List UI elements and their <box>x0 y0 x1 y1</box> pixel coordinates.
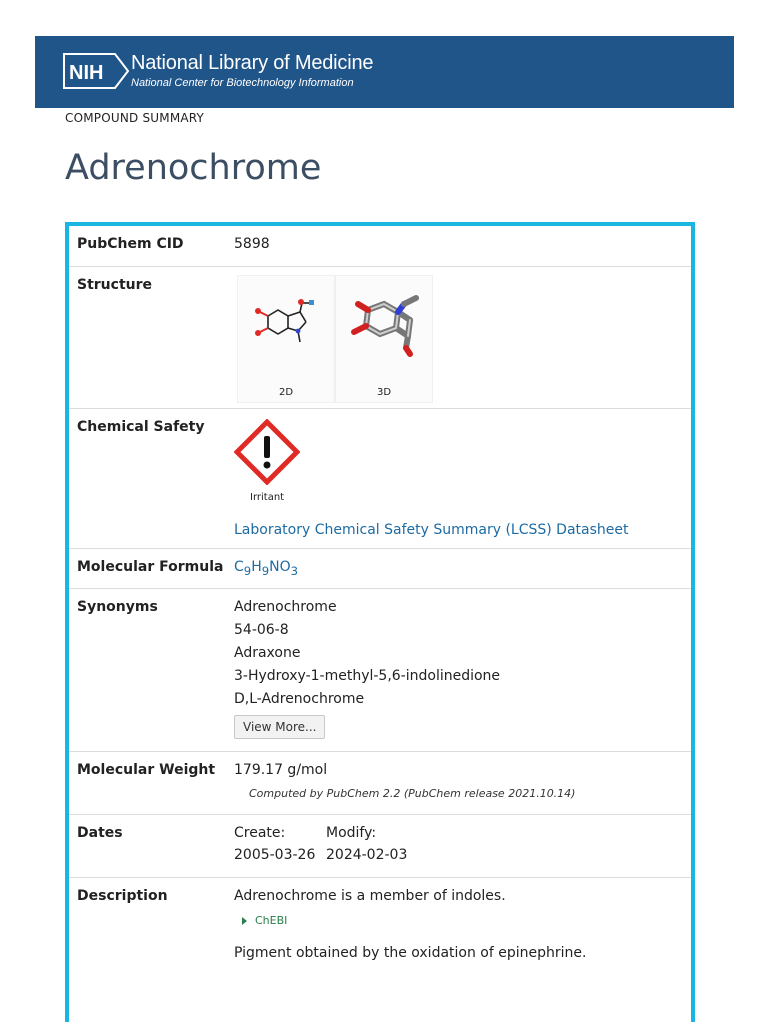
synonym-item: Adrenochrome <box>234 599 337 615</box>
synonym-item: Adraxone <box>234 645 301 661</box>
synonyms-label: Synonyms <box>77 599 158 615</box>
synonym-item: 54-06-8 <box>234 622 289 638</box>
brand-title[interactable]: National Library of Medicine <box>131 52 374 74</box>
dates-label: Dates <box>77 825 123 841</box>
row-molecular-formula <box>69 549 691 589</box>
svg-text:NIH: NIH <box>69 62 104 84</box>
brand-subtitle: National Center for Biotechnology Information <box>131 77 354 89</box>
structure-3d-caption: 3D <box>376 387 392 398</box>
chemical-safety-label: Chemical Safety <box>77 419 205 435</box>
formula-element-no: NO <box>269 559 291 575</box>
nih-logo-icon[interactable] <box>63 53 129 89</box>
view-more-synonyms-button[interactable]: View More... <box>234 715 325 739</box>
row-structure <box>69 267 691 409</box>
description-text-2: Pigment obtained by the oxidation of epinephrine. <box>234 945 587 961</box>
formula-subscript-no: 3 <box>290 563 299 578</box>
formula-subscript-c: 9 <box>243 563 252 578</box>
exclamation-mark-hazard-icon[interactable] <box>234 419 300 485</box>
molecular-weight-value-block <box>234 762 683 810</box>
structure-3d-icon <box>336 276 432 376</box>
row-synonyms <box>69 589 691 752</box>
create-date-label: Create: <box>234 825 286 841</box>
formula-element-h: H <box>251 559 262 575</box>
structure-2d-caption: 2D <box>278 387 294 398</box>
synonyms-list <box>234 596 683 739</box>
synonym-item: 3-Hydroxy-1-methyl-5,6-indolinedione <box>234 668 501 684</box>
compound-summary-box <box>65 222 695 1022</box>
page-kicker: COMPOUND SUMMARY <box>65 111 205 125</box>
row-dates <box>69 815 691 878</box>
computed-by-note: Computed by PubChem 2.2 (PubChem release 2021.10.14) <box>249 787 576 800</box>
caret-right-icon <box>242 917 247 925</box>
create-date-value: 2005-03-26 <box>234 847 316 863</box>
page-title: Adrenochrome <box>65 148 322 188</box>
site-header <box>35 36 734 108</box>
row-description <box>69 878 691 1026</box>
cid-label: PubChem CID <box>77 236 184 252</box>
chemical-safety-value <box>234 419 683 547</box>
dates-grid <box>234 825 683 863</box>
description-label: Description <box>77 888 168 904</box>
molecular-weight-value: 179.17 g/mol <box>234 762 328 778</box>
molecular-weight-label: Molecular Weight <box>77 762 216 778</box>
chebi-source-label: ChEBI <box>255 914 288 927</box>
synonym-item: D,L-Adrenochrome <box>234 691 365 707</box>
molecular-formula-link[interactable] <box>234 559 683 578</box>
formula-element-c: C <box>234 559 244 575</box>
hazard-label: Irritant <box>250 492 285 503</box>
structure-3d-thumbnail[interactable] <box>335 275 433 403</box>
description-text: Adrenochrome is a member of indoles. <box>234 888 506 904</box>
row-molecular-weight <box>69 752 691 815</box>
modify-date-label: Modify: <box>326 825 377 841</box>
structure-2d-thumbnail[interactable] <box>237 275 335 403</box>
lcss-datasheet-link[interactable]: Laboratory Chemical Safety Summary (LCSS) Datasheet <box>234 522 629 538</box>
cid-value: 5898 <box>234 236 270 252</box>
description-value <box>234 888 683 961</box>
formula-subscript-h: 9 <box>261 563 270 578</box>
structure-label: Structure <box>77 277 153 293</box>
chebi-source-toggle[interactable] <box>242 914 683 927</box>
row-chemical-safety <box>69 409 691 549</box>
molecular-formula-label: Molecular Formula <box>77 559 224 575</box>
modify-date-value: 2024-02-03 <box>326 847 408 863</box>
structure-2d-icon <box>238 276 334 376</box>
row-pubchem-cid <box>69 226 691 267</box>
